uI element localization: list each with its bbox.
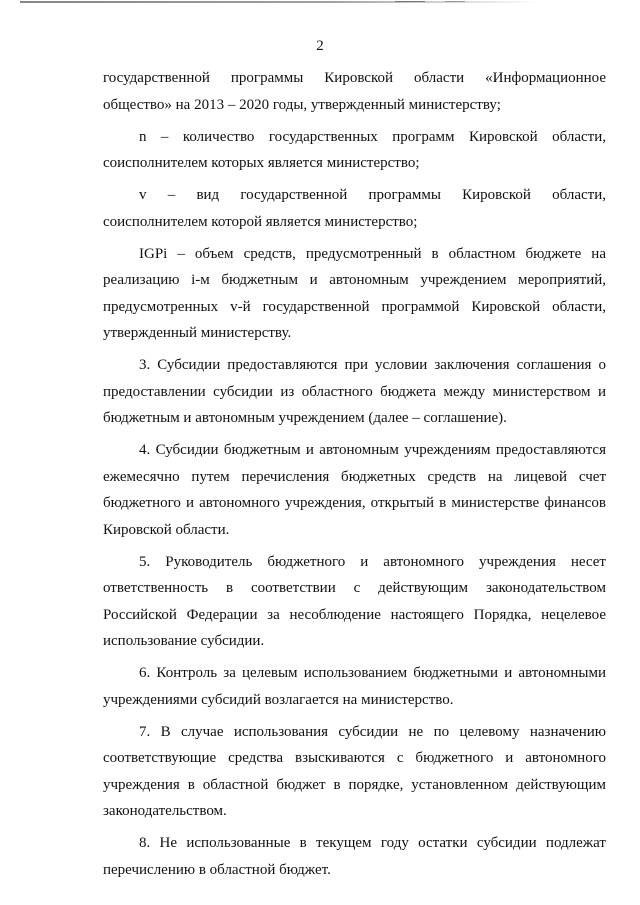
document-body	[103, 65, 606, 889]
scan-edge-mark	[445, 1, 465, 2]
clause-5: 5. Руководитель бюджетного и автономного учреждения несет ответственность в соответствии с действующим законодательством Российской Федерации за несоблюдение настоящего Порядка, нецелевое использование субсидии.	[103, 553, 606, 649]
paragraph-continuation: государственной программы Кировской области «Информационное общество» на 2013 – 2020 годы, утвержденный министерству;	[103, 70, 606, 113]
definition-igpi: IGPi – объем средств, предусмотренный в областном бюджете на реализацию i-м бюджетным и автономным учреждением мероприятий, предусмотренных v-й государственной программой Кировской области, утвержденный министерству.	[103, 245, 606, 341]
clause-3: 3. Субсидии предоставляются при условии заключения соглашения о предоставлении субсидии из областного бюджета между министерством и бюджетным и автономным учреждением (далее – соглашение).	[103, 357, 606, 426]
clause-6: 6. Контроль за целевым использованием бюджетными и автономными учреждениями субсидий возлагается на министерство.	[103, 665, 606, 708]
scan-edge-mark	[395, 1, 425, 2]
definition-n: n – количество государственных программ Кировской области, соисполнителем которых является министерство;	[103, 128, 606, 171]
clause-4: 4. Субсидии бюджетным и автономным учреждениям предоставляются ежемесячно путем перечисления бюджетных средств на лицевой счет бюджетного и автономного учреждения, открытый в министерстве финансов Кировской области.	[103, 442, 606, 538]
clause-7: 7. В случае использования субсидии не по целевому назначению соответствующие средства взыскиваются с бюджетного и автономного учреждения в областной бюджет в порядке, установленном действующим законодательством.	[103, 723, 606, 819]
page-number: 2	[316, 38, 324, 54]
clause-8: 8. Не использованные в текущем году остатки субсидии подлежат перечислению в областной бюджет.	[103, 835, 606, 878]
definition-v: v – вид государственной программы Кировской области, соисполнителем которой является министерство;	[103, 187, 606, 230]
